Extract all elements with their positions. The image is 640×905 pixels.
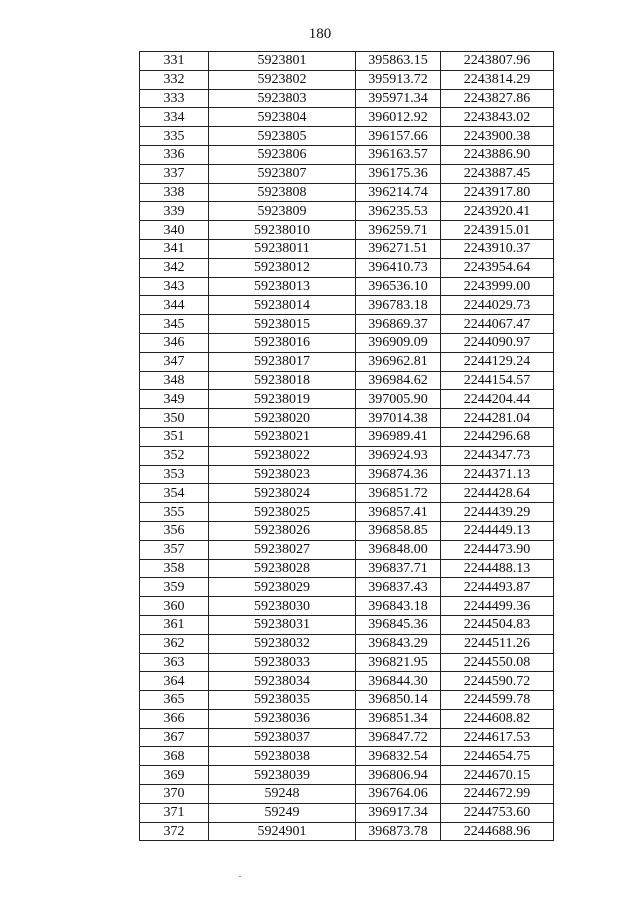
table-row (140, 70, 554, 89)
point-id-cell: 5923806 (209, 145, 356, 164)
table-row (140, 352, 554, 371)
x-coordinate-cell: 396214.74 (356, 183, 441, 202)
x-coordinate-cell: 396157.66 (356, 127, 441, 146)
point-number-cell: 347 (140, 352, 209, 371)
x-coordinate-cell: 396845.36 (356, 615, 441, 634)
y-coordinate-cell: 2244347.73 (441, 446, 554, 465)
point-number-cell: 369 (140, 766, 209, 785)
point-id-cell: 5923804 (209, 108, 356, 127)
point-number-cell: 333 (140, 89, 209, 108)
point-id-cell: 59238039 (209, 766, 356, 785)
point-number-cell: 346 (140, 333, 209, 352)
table-row (140, 277, 554, 296)
x-coordinate-cell: 396851.34 (356, 709, 441, 728)
x-coordinate-cell: 396857.41 (356, 503, 441, 522)
point-number-cell: 340 (140, 221, 209, 240)
point-number-cell: 342 (140, 258, 209, 277)
table-row (140, 597, 554, 616)
x-coordinate-cell: 396962.81 (356, 352, 441, 371)
table-row (140, 634, 554, 653)
x-coordinate-cell: 396858.85 (356, 521, 441, 540)
y-coordinate-cell: 2244371.13 (441, 465, 554, 484)
x-coordinate-cell: 396851.72 (356, 484, 441, 503)
x-coordinate-cell: 396235.53 (356, 202, 441, 221)
coordinates-table-body (140, 52, 554, 841)
point-number-cell: 338 (140, 183, 209, 202)
point-id-cell: 5923808 (209, 183, 356, 202)
table-row (140, 409, 554, 428)
point-id-cell: 59238038 (209, 747, 356, 766)
table-row (140, 691, 554, 710)
table-row (140, 503, 554, 522)
table-row (140, 446, 554, 465)
y-coordinate-cell: 2243887.45 (441, 164, 554, 183)
x-coordinate-cell: 396832.54 (356, 747, 441, 766)
point-id-cell: 59238014 (209, 296, 356, 315)
y-coordinate-cell: 2244029.73 (441, 296, 554, 315)
y-coordinate-cell: 2244670.15 (441, 766, 554, 785)
point-id-cell: 59238019 (209, 390, 356, 409)
point-id-cell: 59238010 (209, 221, 356, 240)
table-row (140, 653, 554, 672)
point-number-cell: 343 (140, 277, 209, 296)
point-number-cell: 351 (140, 427, 209, 446)
y-coordinate-cell: 2243954.64 (441, 258, 554, 277)
table-row (140, 89, 554, 108)
y-coordinate-cell: 2243843.02 (441, 108, 554, 127)
y-coordinate-cell: 2243827.86 (441, 89, 554, 108)
point-id-cell: 59238016 (209, 333, 356, 352)
y-coordinate-cell: 2244511.26 (441, 634, 554, 653)
point-number-cell: 334 (140, 108, 209, 127)
point-id-cell: 59238026 (209, 521, 356, 540)
x-coordinate-cell: 396012.92 (356, 108, 441, 127)
point-id-cell: 59249 (209, 803, 356, 822)
point-number-cell: 365 (140, 691, 209, 710)
x-coordinate-cell: 396984.62 (356, 371, 441, 390)
table-row (140, 672, 554, 691)
table-row (140, 427, 554, 446)
y-coordinate-cell: 2243920.41 (441, 202, 554, 221)
x-coordinate-cell: 396764.06 (356, 785, 441, 804)
point-number-cell: 336 (140, 145, 209, 164)
table-row (140, 822, 554, 841)
y-coordinate-cell: 2244599.78 (441, 691, 554, 710)
point-number-cell: 355 (140, 503, 209, 522)
point-id-cell: 5923803 (209, 89, 356, 108)
x-coordinate-cell: 396783.18 (356, 296, 441, 315)
point-id-cell: 59238037 (209, 728, 356, 747)
y-coordinate-cell: 2244090.97 (441, 333, 554, 352)
point-id-cell: 5924901 (209, 822, 356, 841)
scan-speck (239, 876, 241, 877)
point-number-cell: 357 (140, 540, 209, 559)
x-coordinate-cell: 396924.93 (356, 446, 441, 465)
point-id-cell: 59238017 (209, 352, 356, 371)
table-row (140, 728, 554, 747)
point-id-cell: 59238028 (209, 559, 356, 578)
y-coordinate-cell: 2243915.01 (441, 221, 554, 240)
point-id-cell: 5923809 (209, 202, 356, 221)
x-coordinate-cell: 396175.36 (356, 164, 441, 183)
point-number-cell: 366 (140, 709, 209, 728)
point-id-cell: 59238012 (209, 258, 356, 277)
x-coordinate-cell: 396917.34 (356, 803, 441, 822)
point-number-cell: 349 (140, 390, 209, 409)
x-coordinate-cell: 396874.36 (356, 465, 441, 484)
x-coordinate-cell: 396989.41 (356, 427, 441, 446)
point-number-cell: 331 (140, 52, 209, 71)
x-coordinate-cell: 395971.34 (356, 89, 441, 108)
table-row (140, 108, 554, 127)
point-id-cell: 59238029 (209, 578, 356, 597)
x-coordinate-cell: 396909.09 (356, 333, 441, 352)
point-id-cell: 59238035 (209, 691, 356, 710)
x-coordinate-cell: 396843.29 (356, 634, 441, 653)
x-coordinate-cell: 396848.00 (356, 540, 441, 559)
x-coordinate-cell: 396850.14 (356, 691, 441, 710)
y-coordinate-cell: 2244129.24 (441, 352, 554, 371)
table-row (140, 296, 554, 315)
y-coordinate-cell: 2244654.75 (441, 747, 554, 766)
x-coordinate-cell: 396837.71 (356, 559, 441, 578)
point-number-cell: 356 (140, 521, 209, 540)
y-coordinate-cell: 2244493.87 (441, 578, 554, 597)
point-id-cell: 59238021 (209, 427, 356, 446)
y-coordinate-cell: 2244672.99 (441, 785, 554, 804)
point-number-cell: 353 (140, 465, 209, 484)
table-row (140, 747, 554, 766)
x-coordinate-cell: 396536.10 (356, 277, 441, 296)
point-id-cell: 59238031 (209, 615, 356, 634)
table-row (140, 145, 554, 164)
y-coordinate-cell: 2244204.44 (441, 390, 554, 409)
table-row (140, 390, 554, 409)
point-id-cell: 59238020 (209, 409, 356, 428)
table-row (140, 315, 554, 334)
y-coordinate-cell: 2244428.64 (441, 484, 554, 503)
x-coordinate-cell: 396844.30 (356, 672, 441, 691)
point-id-cell: 59238032 (209, 634, 356, 653)
table-row (140, 615, 554, 634)
point-number-cell: 370 (140, 785, 209, 804)
table-row (140, 52, 554, 71)
table-row (140, 559, 554, 578)
point-id-cell: 59238034 (209, 672, 356, 691)
y-coordinate-cell: 2243814.29 (441, 70, 554, 89)
y-coordinate-cell: 2244473.90 (441, 540, 554, 559)
point-id-cell: 59238015 (209, 315, 356, 334)
y-coordinate-cell: 2243886.90 (441, 145, 554, 164)
x-coordinate-cell: 396843.18 (356, 597, 441, 616)
point-number-cell: 372 (140, 822, 209, 841)
y-coordinate-cell: 2244439.29 (441, 503, 554, 522)
point-number-cell: 339 (140, 202, 209, 221)
x-coordinate-cell: 397005.90 (356, 390, 441, 409)
point-id-cell: 59238025 (209, 503, 356, 522)
table-row (140, 221, 554, 240)
y-coordinate-cell: 2244688.96 (441, 822, 554, 841)
x-coordinate-cell: 396410.73 (356, 258, 441, 277)
table-row (140, 785, 554, 804)
point-number-cell: 348 (140, 371, 209, 390)
point-id-cell: 59238023 (209, 465, 356, 484)
point-id-cell: 59238013 (209, 277, 356, 296)
x-coordinate-cell: 397014.38 (356, 409, 441, 428)
point-number-cell: 335 (140, 127, 209, 146)
y-coordinate-cell: 2243999.00 (441, 277, 554, 296)
point-id-cell: 5923807 (209, 164, 356, 183)
point-id-cell: 59248 (209, 785, 356, 804)
point-id-cell: 59238024 (209, 484, 356, 503)
x-coordinate-cell: 396806.94 (356, 766, 441, 785)
point-number-cell: 337 (140, 164, 209, 183)
point-id-cell: 59238027 (209, 540, 356, 559)
point-number-cell: 367 (140, 728, 209, 747)
x-coordinate-cell: 395913.72 (356, 70, 441, 89)
x-coordinate-cell: 396271.51 (356, 239, 441, 258)
table-row (140, 578, 554, 597)
x-coordinate-cell: 396163.57 (356, 145, 441, 164)
table-row (140, 521, 554, 540)
table-row (140, 709, 554, 728)
point-number-cell: 352 (140, 446, 209, 465)
y-coordinate-cell: 2244067.47 (441, 315, 554, 334)
x-coordinate-cell: 395863.15 (356, 52, 441, 71)
point-id-cell: 5923801 (209, 52, 356, 71)
point-number-cell: 354 (140, 484, 209, 503)
x-coordinate-cell: 396873.78 (356, 822, 441, 841)
table-row (140, 183, 554, 202)
y-coordinate-cell: 2244499.36 (441, 597, 554, 616)
point-number-cell: 361 (140, 615, 209, 634)
table-row (140, 803, 554, 822)
y-coordinate-cell: 2243910.37 (441, 239, 554, 258)
point-id-cell: 59238030 (209, 597, 356, 616)
point-number-cell: 332 (140, 70, 209, 89)
x-coordinate-cell: 396259.71 (356, 221, 441, 240)
point-id-cell: 5923802 (209, 70, 356, 89)
table-row (140, 540, 554, 559)
point-number-cell: 371 (140, 803, 209, 822)
point-number-cell: 341 (140, 239, 209, 258)
coordinates-table (139, 51, 554, 841)
point-number-cell: 345 (140, 315, 209, 334)
point-number-cell: 359 (140, 578, 209, 597)
y-coordinate-cell: 2244449.13 (441, 521, 554, 540)
y-coordinate-cell: 2244154.57 (441, 371, 554, 390)
table-row (140, 333, 554, 352)
y-coordinate-cell: 2243917.80 (441, 183, 554, 202)
table-row (140, 371, 554, 390)
x-coordinate-cell: 396869.37 (356, 315, 441, 334)
point-id-cell: 59238022 (209, 446, 356, 465)
point-number-cell: 364 (140, 672, 209, 691)
y-coordinate-cell: 2244590.72 (441, 672, 554, 691)
y-coordinate-cell: 2244281.04 (441, 409, 554, 428)
y-coordinate-cell: 2244617.53 (441, 728, 554, 747)
point-id-cell: 59238011 (209, 239, 356, 258)
point-id-cell: 5923805 (209, 127, 356, 146)
x-coordinate-cell: 396821.95 (356, 653, 441, 672)
point-number-cell: 358 (140, 559, 209, 578)
y-coordinate-cell: 2244504.83 (441, 615, 554, 634)
table-row (140, 164, 554, 183)
table-row (140, 484, 554, 503)
table-row (140, 465, 554, 484)
x-coordinate-cell: 396847.72 (356, 728, 441, 747)
y-coordinate-cell: 2244550.08 (441, 653, 554, 672)
y-coordinate-cell: 2244753.60 (441, 803, 554, 822)
y-coordinate-cell: 2244488.13 (441, 559, 554, 578)
y-coordinate-cell: 2243900.38 (441, 127, 554, 146)
table-row (140, 258, 554, 277)
x-coordinate-cell: 396837.43 (356, 578, 441, 597)
point-number-cell: 344 (140, 296, 209, 315)
point-id-cell: 59238033 (209, 653, 356, 672)
point-number-cell: 360 (140, 597, 209, 616)
point-number-cell: 363 (140, 653, 209, 672)
page-number: 180 (308, 26, 332, 42)
table-row (140, 239, 554, 258)
point-number-cell: 362 (140, 634, 209, 653)
point-id-cell: 59238036 (209, 709, 356, 728)
point-number-cell: 350 (140, 409, 209, 428)
y-coordinate-cell: 2244296.68 (441, 427, 554, 446)
table-row (140, 127, 554, 146)
y-coordinate-cell: 2244608.82 (441, 709, 554, 728)
point-number-cell: 368 (140, 747, 209, 766)
table-row (140, 766, 554, 785)
table-row (140, 202, 554, 221)
point-id-cell: 59238018 (209, 371, 356, 390)
y-coordinate-cell: 2243807.96 (441, 52, 554, 71)
